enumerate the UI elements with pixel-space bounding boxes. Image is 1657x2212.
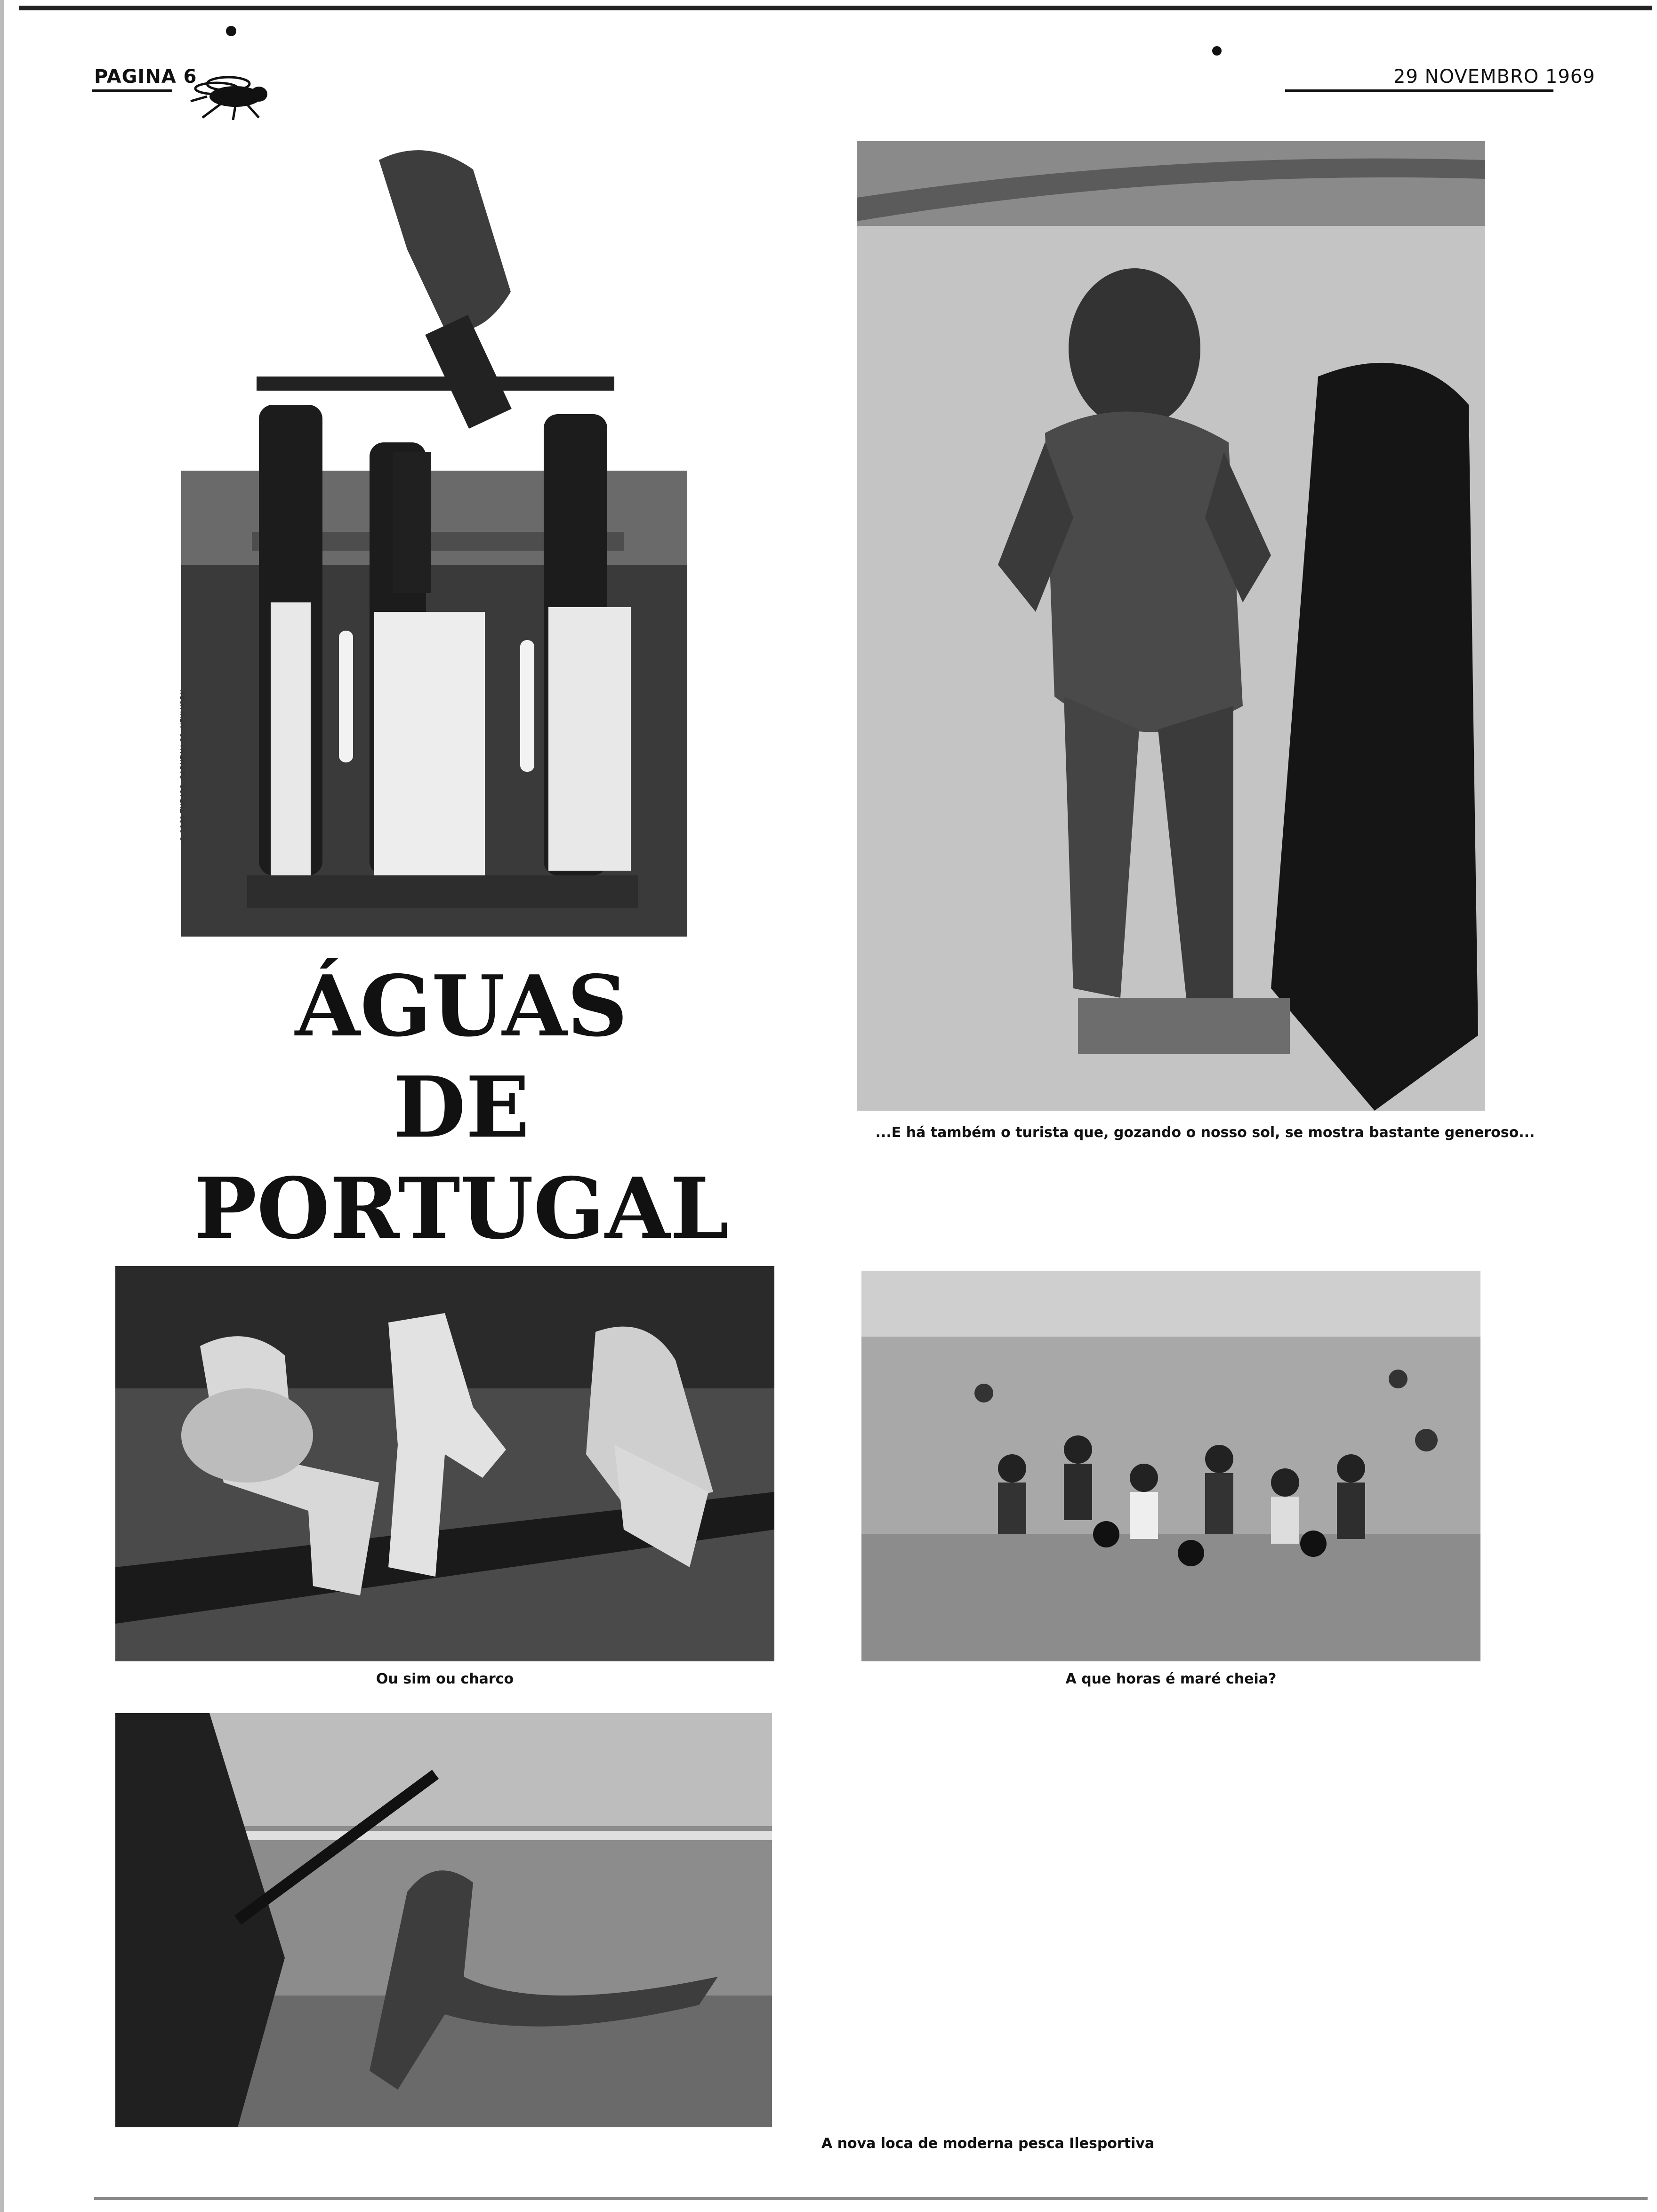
fishing-photo [115,1713,772,2127]
header-rule-left [92,89,172,92]
photo-credit: © 1969 THE JOS. GARNEAU CO. NEW YORK [179,690,187,842]
bottom-rule [94,2197,1648,2200]
page-title [179,955,744,1259]
wine-advert-photo [181,141,687,937]
statue-photo [857,141,1485,1111]
left-edge [0,0,4,2212]
page-number: PAGINA 6 [94,66,197,88]
fly-icon [188,71,282,122]
header-rule-right [1285,89,1553,92]
title-line-2: DE [393,1058,530,1156]
top-border [19,6,1652,10]
title-line-1: ÁGUAS [295,957,628,1055]
bathers-photo [861,1271,1480,1661]
statue-caption: ...E há também o turista que, gozando o nosso sol, se mostra bastante generoso... [875,1124,1535,1141]
boat-caption: Ou sim ou charco [376,1671,514,1687]
fishing-caption: A nova loca de moderna pesca Ilesportiva [821,2135,1155,2152]
print-speck [226,26,236,36]
title-line-3: PORTUGAL [193,1159,729,1258]
print-speck [1212,46,1222,56]
boat-photo [115,1266,774,1661]
bathers-caption: A que horas é maré cheia? [1065,1671,1277,1687]
page-date: 29 NOVEMBRO 1969 [1393,66,1595,88]
